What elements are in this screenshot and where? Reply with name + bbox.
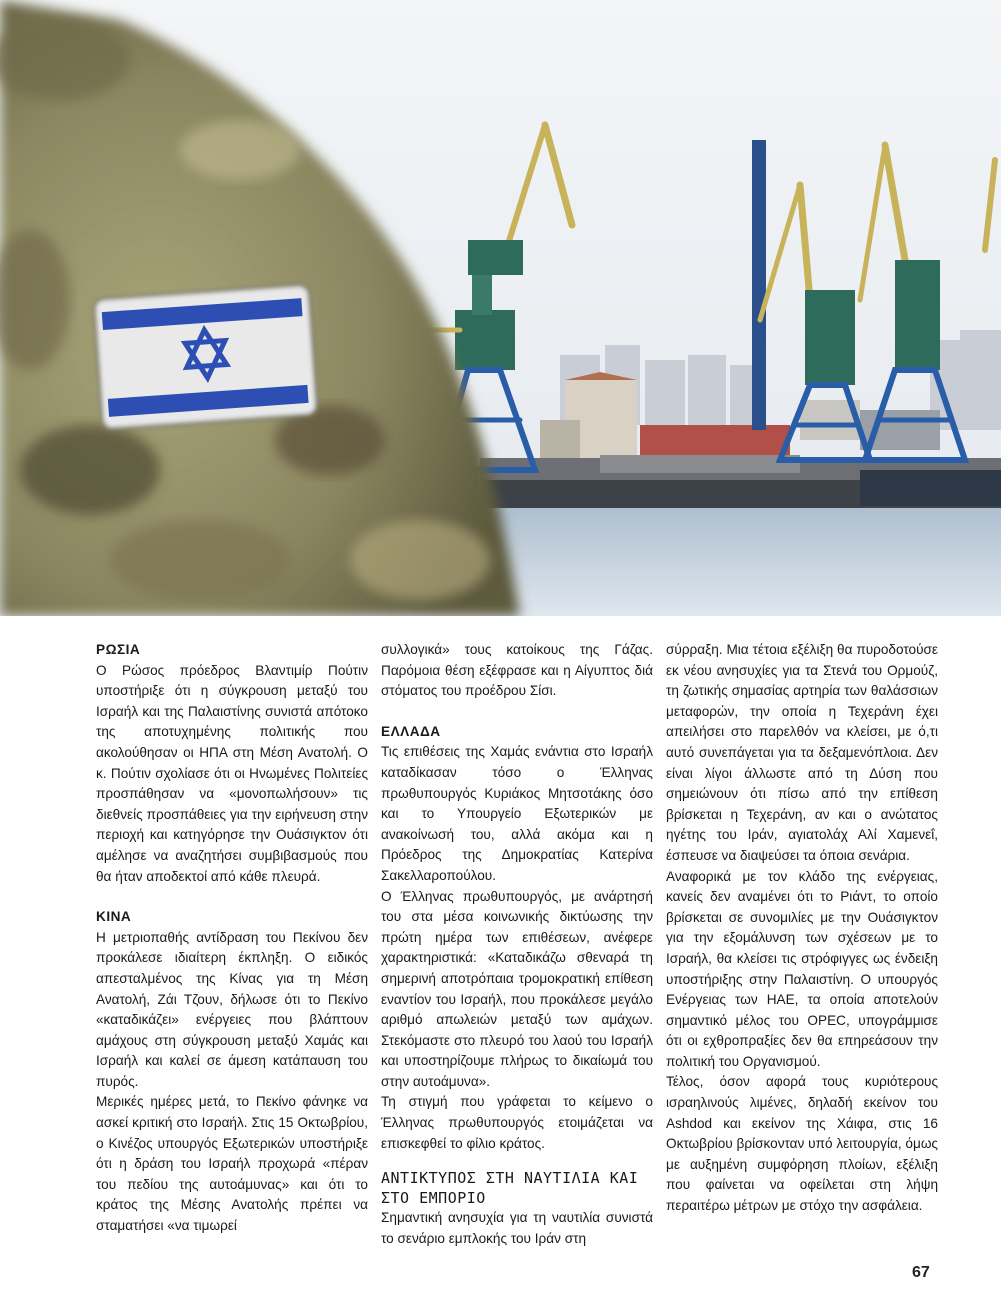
shipping-paragraph: Σημαντική ανησυχία για τη ναυτιλία συνιστά το σενάριο εμπλοκής του Ιράν στη — [381, 1210, 653, 1246]
section-heading-china: ΚΙΝΑ — [96, 909, 132, 925]
column-1 — [96, 640, 368, 1237]
iran-paragraph: σύρραξη. Μια τέτοια εξέλιξη θα πυροδοτούσε εκ νέου ανησυχίες για τα Στενά του Ορμούζ, τη ζωτικής σημασίας αρτηρία των θαλάσσιων μεταφορών, την οποία η Τεχεράνη έχει απειλήσει στο παρελθόν να κλείσει, με ό,τι αυτό συνεπάγεται για τα δεξαμενόπλοια. Δεν είναι λίγοι άλλωστε από τη Δύση που σημειώνουν ότι πίσω από την επίθεση βρίσκεται η Τεχεράνη, αν και ο ανώτατος ηγέτης του Ιράν, αγιατολάχ Αλί Χαμενεΐ, έσπευσε να διαψεύσει τα όποια σενάρια. — [666, 642, 938, 863]
page-number: 67 — [912, 1264, 930, 1281]
russia-paragraph: Ο Ρώσος πρόεδρος Βλαντιμίρ Πούτιν υποστήριξε ότι η σύγκρουση μεταξύ του Ισραήλ και της Παλαιστίνης συνιστά απότοκο της αποτυχημένης πολιτικής που ακολούθησαν οι ΗΠΑ στη Μέση Ανατολή. Ο κ. Πούτιν σχολίασε ότι οι Ηνωμένες Πολιτείες προσπάθησαν να «μονοπωλήσουν» τις διεθνείς προσπάθειες για την ειρήνευση στην περιοχή και κατηγόρησε την Ουάσιγκτον ότι αμέλησε να αναζητήσει συμβιβασμούς που θα ήταν αποδεκτοί από κάθε πλευρά. — [96, 662, 368, 884]
china-paragraph-1: Η μετριοπαθής αντίδραση του Πεκίνου δεν προκάλεσε ιδιαίτερη έκπληξη. Ο ειδικός απεσταλμένος της Κίνας για τη Μέση Ανατολή, Ζάι Τζουν, δήλωσε ότι το Πεκίνο «καταδικάζει» ενέργειες που βλάπτουν αμάχους στη σύγκρουση μεταξύ Χαμάς και Ισραήλ και καλεί σε άμεση κατάπαυση του πυρός. — [96, 929, 368, 1089]
column-2 — [381, 640, 653, 1249]
section-heading-shipping: ΑΝΤΙΚΤΥΠΟΣ ΣΤΗ ΝΑΥΤΙΛΙΑ ΚΑΙ ΣΤΟ ΕΜΠΟΡΙΟ — [381, 1169, 639, 1208]
ports-paragraph: Τέλος, όσον αφορά τους κυριότερους ισραηλινούς λιμένες, δηλαδή εκείνον του Ashdod και εκείνον της Χάιφα, στις 16 Οκτωβρίου βρίσκονταν υπό λειτουργία, όμως με αυξημένη συμφόρηση πλοίων, εξέλιξη που φαίνεται να οφείλεται στη λήψη περαιτέρω μέτρων με στόχο την ασφάλεια. — [666, 1074, 938, 1214]
greece-paragraph-2: Ο Έλληνας πρωθυπουργός, με ανάρτησή του στα μέσα κοινωνικής δικτύωσης την πρώτη ημέρα των επιθέσεων, ανέφερε χαρακτηριστικά: «Καταδικάζω σθεναρά τη σημερινή αποτρόπαια τρομοκρατική επίθεση εναντίον του Ισραήλ, που προκάλεσε μεγάλο αριθμό απωλειών μεταξύ των αμάχων. Στεκόμαστε στο πλευρό του λαού του Ισραήλ και υποστηρίζουμε πλήρως το δικαίωμά του στην αυτοάμυνα». — [381, 888, 653, 1089]
column-3 — [666, 640, 938, 1217]
energy-paragraph: Αναφορικά με τον κλάδο της ενέργειας, κανείς δεν αναμένει ότι το Ριάντ, το οποίο βρίσκεται σε συνομιλίες με την Ουάσιγκτον για την εξομάλυνση των σχέσεων με το Ισραήλ, θα κλείσει τις στρόφιγγες ως ένδειξη υποστήριξης στην Παλαιστίνη. Ο υπουργός Ενέργειας των ΗΑΕ, τα οποία αποτελούν σημαντικό μέλος του OPEC, υπογράμμισε ότι οι εχθροπραξίες δεν θα επηρεάσουν την πολιτική του Οργανισμού. — [666, 868, 938, 1069]
section-heading-greece: ΕΛΛΑΔΑ — [381, 723, 441, 739]
greece-paragraph-1: Τις επιθέσεις της Χαμάς ενάντια στο Ισραήλ καταδίκασαν τόσο ο Έλληνας πρωθυπουργός Κυριάκος Μητσοτάκης όσο και το Υπουργείο Εξωτερικών με ανακοίνωσή του, αλλά ακόμα και η Πρόεδρος της Δημοκρατίας Κατερίνα Σακελλαροπούλου. — [381, 744, 653, 883]
greece-paragraph-3: Τη στιγμή που γράφεται το κείμενο ο Έλληνας πρωθυπουργός ετοιμάζεται να επισκεφθεί το φίλιο κράτος. — [381, 1094, 653, 1151]
china-paragraph-2: Μερικές ημέρες μετά, το Πεκίνο φάνηκε να ασκεί κριτική στο Ισραήλ. Στις 15 Οκτωβρίου, ο Κινέζος υπουργός Εξωτερικών υποστήριξε ότι η δράση του Ισραήλ προχωρά «πέραν του πεδίου της αυτοάμυνας» και ότι το κράτος της Μέσης Ανατολής πρέπει να σταματήσει «να τιμωρεί — [96, 1094, 368, 1234]
continued-paragraph: συλλογικά» τους κατοίκους της Γάζας. Παρόμοια θέση εξέφρασε και η Αίγυπτος διά στόματος του προέδρου Σίσι. — [381, 642, 653, 699]
section-heading-russia: ΡΩΣΙΑ — [96, 642, 141, 657]
